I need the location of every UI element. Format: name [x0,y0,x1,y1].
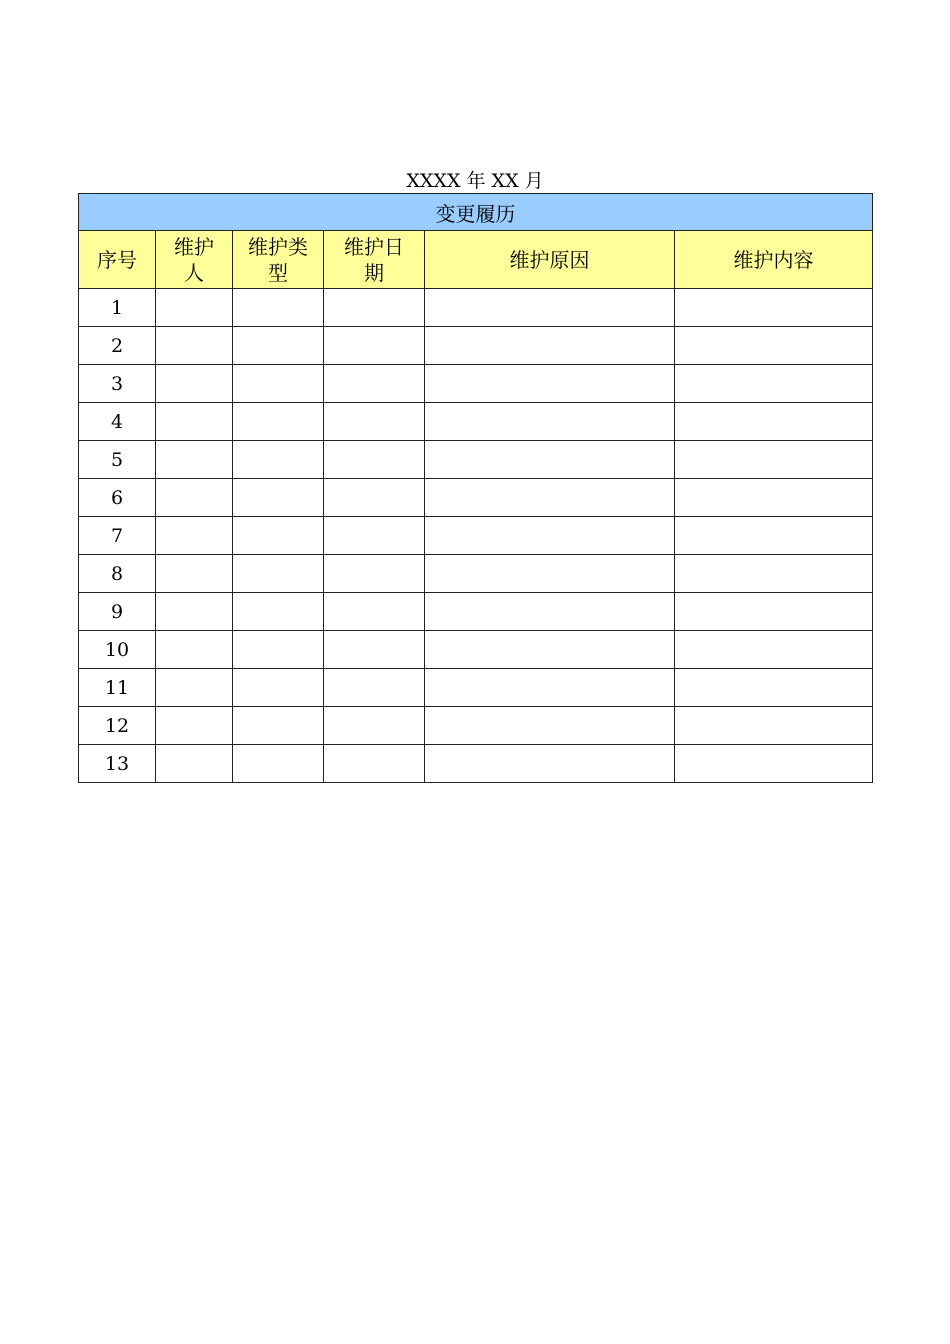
cell-maintenance-reason[interactable] [425,669,675,707]
cell-maintenance-date[interactable] [324,441,425,479]
cell-maintenance-type[interactable] [233,289,324,327]
cell-maintenance-type[interactable] [233,631,324,669]
cell-maintainer[interactable] [156,555,233,593]
cell-maintenance-content[interactable] [675,745,873,783]
header-maintenance-reason: 维护原因 [425,231,675,289]
table-body [79,289,873,783]
cell-maintainer[interactable] [156,707,233,745]
table-header-row [79,231,873,289]
cell-seq: 11 [79,669,156,707]
cell-maintenance-content[interactable] [675,631,873,669]
table-row [79,745,873,783]
cell-maintenance-content[interactable] [675,593,873,631]
cell-maintenance-reason[interactable] [425,403,675,441]
cell-maintenance-content[interactable] [675,555,873,593]
cell-maintenance-date[interactable] [324,479,425,517]
cell-maintenance-reason[interactable] [425,517,675,555]
table-row [79,631,873,669]
cell-maintenance-content[interactable] [675,327,873,365]
cell-maintainer[interactable] [156,403,233,441]
cell-maintenance-type[interactable] [233,555,324,593]
cell-maintenance-type[interactable] [233,707,324,745]
cell-seq: 10 [79,631,156,669]
cell-maintenance-content[interactable] [675,441,873,479]
cell-maintenance-date[interactable] [324,517,425,555]
table-row [79,479,873,517]
cell-maintenance-content[interactable] [675,707,873,745]
cell-seq: 3 [79,365,156,403]
header-maintenance-content: 维护内容 [675,231,873,289]
table-row [79,289,873,327]
cell-seq: 13 [79,745,156,783]
table-row [79,555,873,593]
cell-maintenance-date[interactable] [324,745,425,783]
cell-maintenance-content[interactable] [675,365,873,403]
cell-maintenance-reason[interactable] [425,289,675,327]
table-row [79,707,873,745]
cell-maintainer[interactable] [156,631,233,669]
cell-maintainer[interactable] [156,479,233,517]
cell-maintenance-reason[interactable] [425,365,675,403]
table-row [79,593,873,631]
cell-maintainer[interactable] [156,517,233,555]
cell-seq: 2 [79,327,156,365]
cell-maintenance-content[interactable] [675,517,873,555]
cell-maintenance-reason[interactable] [425,479,675,517]
table-row [79,327,873,365]
cell-maintenance-date[interactable] [324,631,425,669]
cell-maintenance-content[interactable] [675,289,873,327]
cell-maintenance-date[interactable] [324,593,425,631]
cell-maintenance-date[interactable] [324,669,425,707]
header-maintenance-date: 维护日 期 [324,231,425,289]
table-row [79,517,873,555]
cell-maintenance-date[interactable] [324,289,425,327]
cell-maintainer[interactable] [156,289,233,327]
cell-seq: 4 [79,403,156,441]
cell-maintenance-type[interactable] [233,669,324,707]
cell-seq: 12 [79,707,156,745]
cell-maintenance-type[interactable] [233,403,324,441]
cell-seq: 7 [79,517,156,555]
cell-maintenance-date[interactable] [324,555,425,593]
table-row [79,669,873,707]
cell-maintenance-type[interactable] [233,517,324,555]
header-maintainer: 维护 人 [156,231,233,289]
cell-maintenance-reason[interactable] [425,441,675,479]
table-row [79,403,873,441]
cell-maintenance-type[interactable] [233,441,324,479]
cell-maintenance-reason[interactable] [425,555,675,593]
table-title: 变更履历 [79,194,873,231]
cell-seq: 6 [79,479,156,517]
table-row [79,365,873,403]
cell-maintenance-type[interactable] [233,327,324,365]
cell-seq: 5 [79,441,156,479]
cell-maintenance-reason[interactable] [425,745,675,783]
cell-maintenance-date[interactable] [324,327,425,365]
cell-maintenance-content[interactable] [675,669,873,707]
cell-maintenance-type[interactable] [233,365,324,403]
cell-maintainer[interactable] [156,593,233,631]
cell-maintainer[interactable] [156,745,233,783]
cell-maintenance-date[interactable] [324,707,425,745]
cell-maintenance-content[interactable] [675,479,873,517]
cell-maintenance-date[interactable] [324,403,425,441]
cell-maintainer[interactable] [156,365,233,403]
cell-maintenance-reason[interactable] [425,631,675,669]
table-row [79,441,873,479]
header-maintenance-type: 维护类 型 [233,231,324,289]
cell-seq: 9 [79,593,156,631]
cell-maintenance-type[interactable] [233,745,324,783]
cell-maintainer[interactable] [156,327,233,365]
cell-maintenance-reason[interactable] [425,707,675,745]
date-line: XXXX 年 XX 月 [406,170,544,192]
table-title-row [79,194,873,231]
cell-seq: 8 [79,555,156,593]
change-history-table [78,193,873,783]
cell-maintenance-reason[interactable] [425,593,675,631]
cell-maintainer[interactable] [156,441,233,479]
cell-seq: 1 [79,289,156,327]
cell-maintenance-type[interactable] [233,593,324,631]
header-seq: 序号 [79,231,156,289]
cell-maintenance-type[interactable] [233,479,324,517]
cell-maintenance-date[interactable] [324,365,425,403]
cell-maintenance-reason[interactable] [425,327,675,365]
cell-maintenance-content[interactable] [675,403,873,441]
cell-maintainer[interactable] [156,669,233,707]
